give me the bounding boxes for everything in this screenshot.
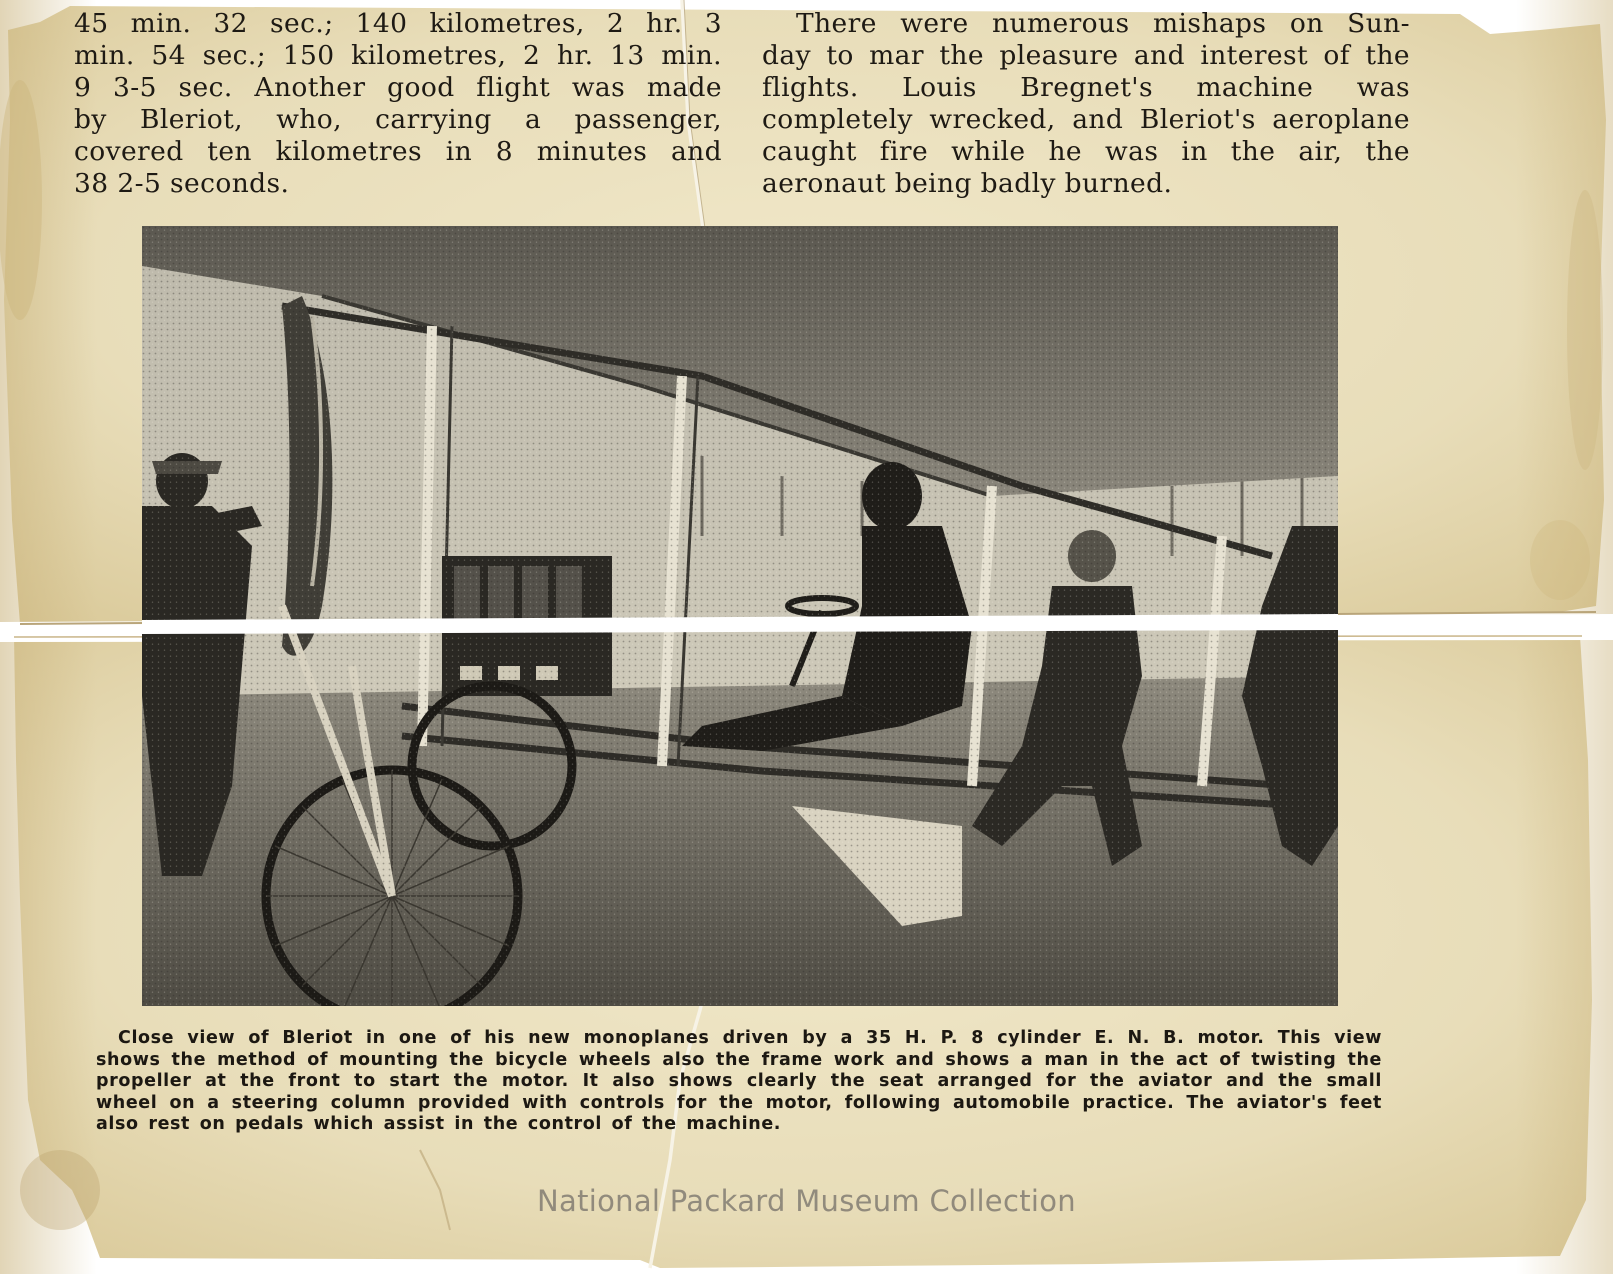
article-line: flights. Louis Bregnet's machine was (762, 72, 1410, 103)
caption-line: shows the method of mounting the bicycle wheels also the frame work and shows a man in the act of twisting the (96, 1049, 1382, 1070)
caption-line: also rest on pedals which assist in the control of the machine. (96, 1114, 782, 1134)
article-line: completely wrecked, and Bleriot's aeroplane (762, 104, 1410, 135)
collection-watermark: National Packard Museum Collection (537, 1184, 1076, 1218)
caption-line: propeller at the front to start the motor. It also shows clearly the seat arranged for the aviator and the small (96, 1071, 1382, 1091)
caption-line: Close view of Bleriot in one of his new monoplanes driven by a 35 H. P. 8 cylinder E. N. B. motor. This view (118, 1028, 1382, 1048)
article-column-left (74, 8, 722, 200)
article-line: 38 2-5 seconds. (74, 168, 290, 199)
article-line: min. 54 sec.; 150 kilometres, 2 hr. 13 min. (74, 40, 722, 71)
article-line: covered ten kilometres in 8 minutes and (74, 136, 722, 167)
photo-caption (96, 1028, 1382, 1136)
monoplane-photo (142, 226, 1338, 1006)
article-line: There were numerous mishaps on Sun- (796, 8, 1410, 39)
article-line: aeronaut being badly burned. (762, 168, 1173, 199)
article-line: day to mar the pleasure and interest of the (762, 40, 1410, 71)
article-column-right (762, 8, 1410, 200)
article-line: caught fire while he was in the air, the (762, 136, 1410, 167)
caption-line: wheel on a steering column provided with controls for the motor, following automobile practice. The aviator's feet (96, 1092, 1382, 1113)
article-line: by Bleriot, who, carrying a passenger, (74, 104, 722, 135)
article-line: 9 3-5 sec. Another good flight was made (74, 72, 722, 103)
article-line: 45 min. 32 sec.; 140 kilometres, 2 hr. 3 (74, 8, 722, 39)
